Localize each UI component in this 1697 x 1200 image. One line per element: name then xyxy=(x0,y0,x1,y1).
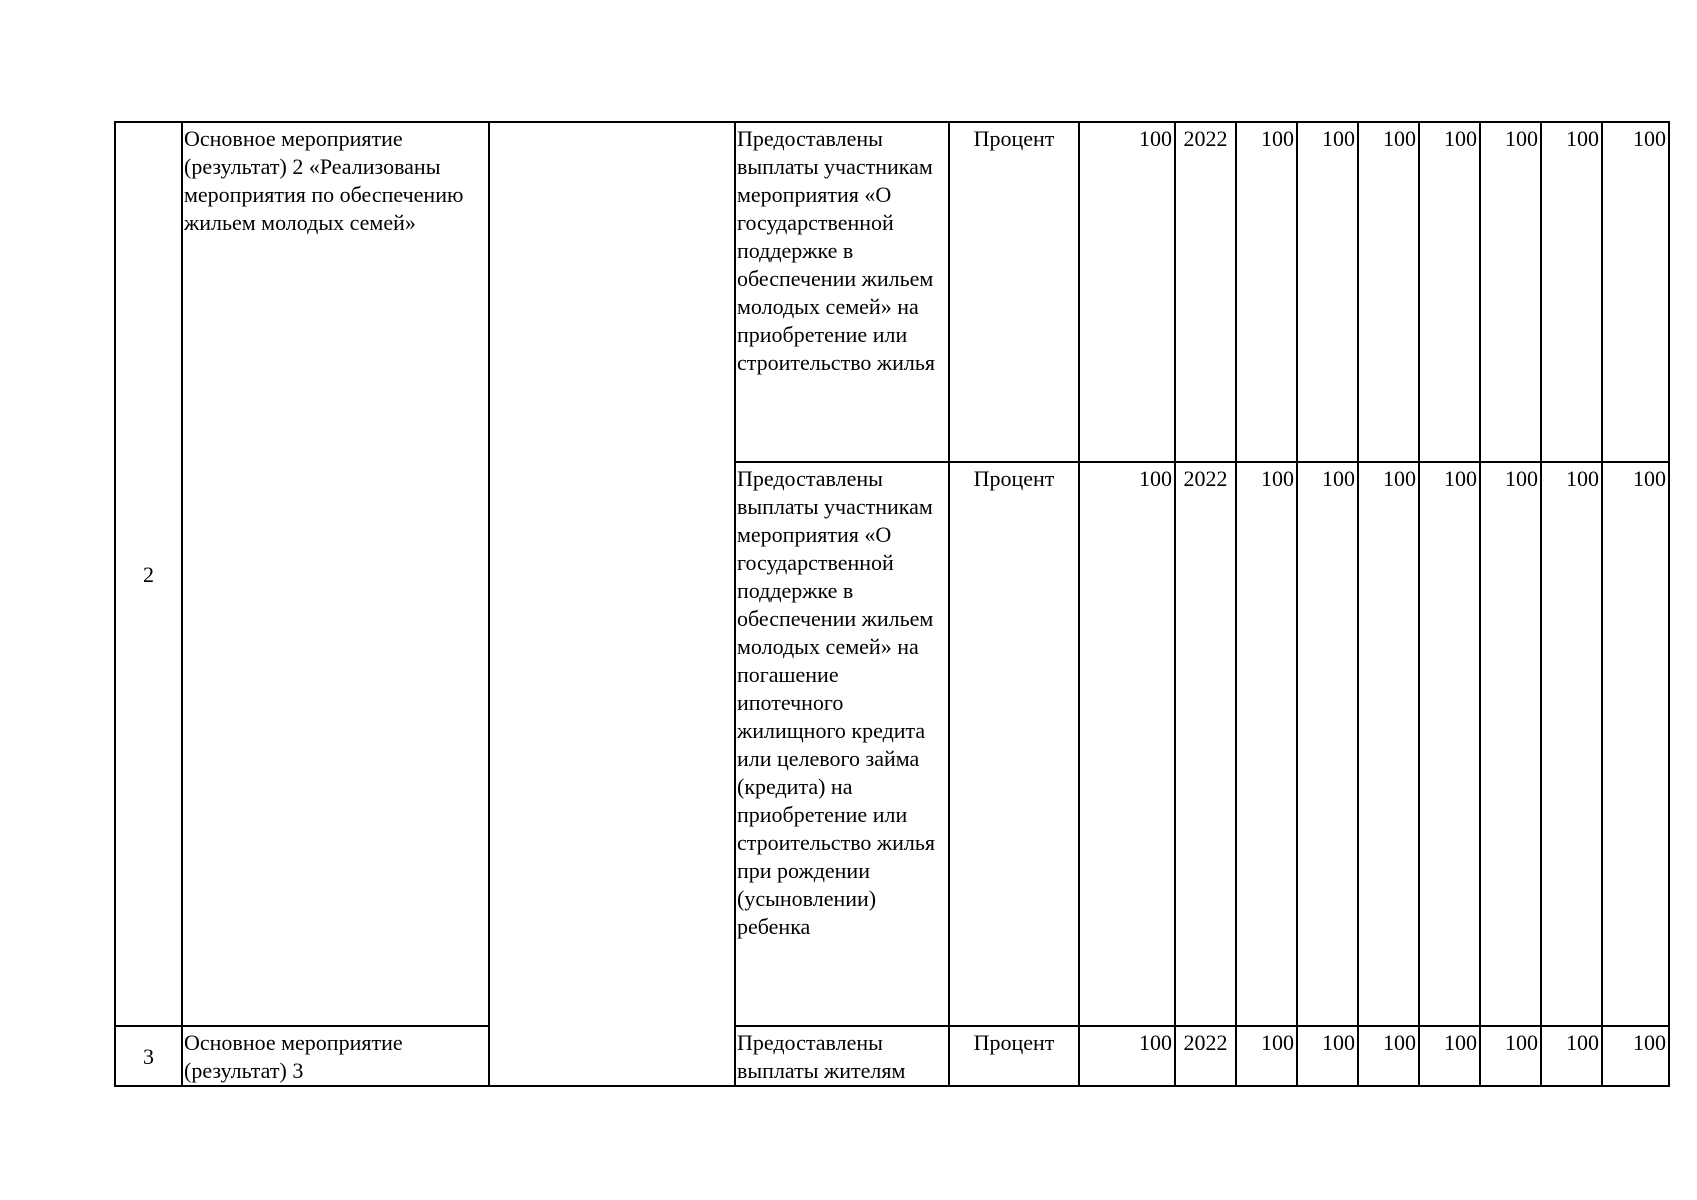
value-cell: 100 xyxy=(1236,462,1297,1026)
value-cell: 100 xyxy=(1419,122,1480,462)
indicator-name: Предоставлены выплаты жителям xyxy=(735,1026,949,1086)
value-cell: 100 xyxy=(1358,122,1419,462)
unit-cell: Процент xyxy=(949,462,1079,1026)
indicator-name: Предоставлены выплаты участникам мероприятия «О государственной поддержке в обеспечении жильем молодых семей» на погашение ипотечного жилищного кредита или целевого займа (кредита) на приобретение или строительство жилья при рождении (усыновлении) ребенка xyxy=(735,462,949,1026)
value-cell: 100 xyxy=(1236,1026,1297,1086)
event-name: Основное мероприятие (результат) 2 «Реализованы мероприятия по обеспечению жильем молодых семей» xyxy=(182,122,489,1026)
value-cell: 100 xyxy=(1297,122,1358,462)
value-cell: 100 xyxy=(1602,462,1669,1026)
empty-cell xyxy=(489,122,735,1086)
value-cell: 100 xyxy=(1480,122,1541,462)
table-row xyxy=(115,1026,1669,1086)
value-cell: 100 xyxy=(1358,1026,1419,1086)
value-cell: 100 xyxy=(1419,462,1480,1026)
row-number: 2 xyxy=(115,122,182,1026)
base-value-cell: 100 xyxy=(1079,462,1175,1026)
indicator-name: Предоставлены выплаты участникам мероприятия «О государственной поддержке в обеспечении жильем молодых семей» на приобретение или строительство жилья xyxy=(735,122,949,462)
value-cell: 100 xyxy=(1297,462,1358,1026)
event-name: Основное мероприятие (результат) 3 xyxy=(182,1026,489,1086)
base-year-cell: 2022 xyxy=(1175,122,1236,462)
base-value-cell: 100 xyxy=(1079,1026,1175,1086)
base-year-cell: 2022 xyxy=(1175,462,1236,1026)
value-cell: 100 xyxy=(1541,1026,1602,1086)
value-cell: 100 xyxy=(1480,1026,1541,1086)
table-row xyxy=(115,122,1669,462)
value-cell: 100 xyxy=(1541,462,1602,1026)
indicators-table xyxy=(114,121,1670,1087)
value-cell: 100 xyxy=(1236,122,1297,462)
value-cell: 100 xyxy=(1602,122,1669,462)
value-cell: 100 xyxy=(1419,1026,1480,1086)
base-value-cell: 100 xyxy=(1079,122,1175,462)
base-year-cell: 2022 xyxy=(1175,1026,1236,1086)
value-cell: 100 xyxy=(1602,1026,1669,1086)
unit-cell: Процент xyxy=(949,122,1079,462)
value-cell: 100 xyxy=(1297,1026,1358,1086)
value-cell: 100 xyxy=(1480,462,1541,1026)
row-number: 3 xyxy=(115,1026,182,1086)
value-cell: 100 xyxy=(1358,462,1419,1026)
value-cell: 100 xyxy=(1541,122,1602,462)
unit-cell: Процент xyxy=(949,1026,1079,1086)
